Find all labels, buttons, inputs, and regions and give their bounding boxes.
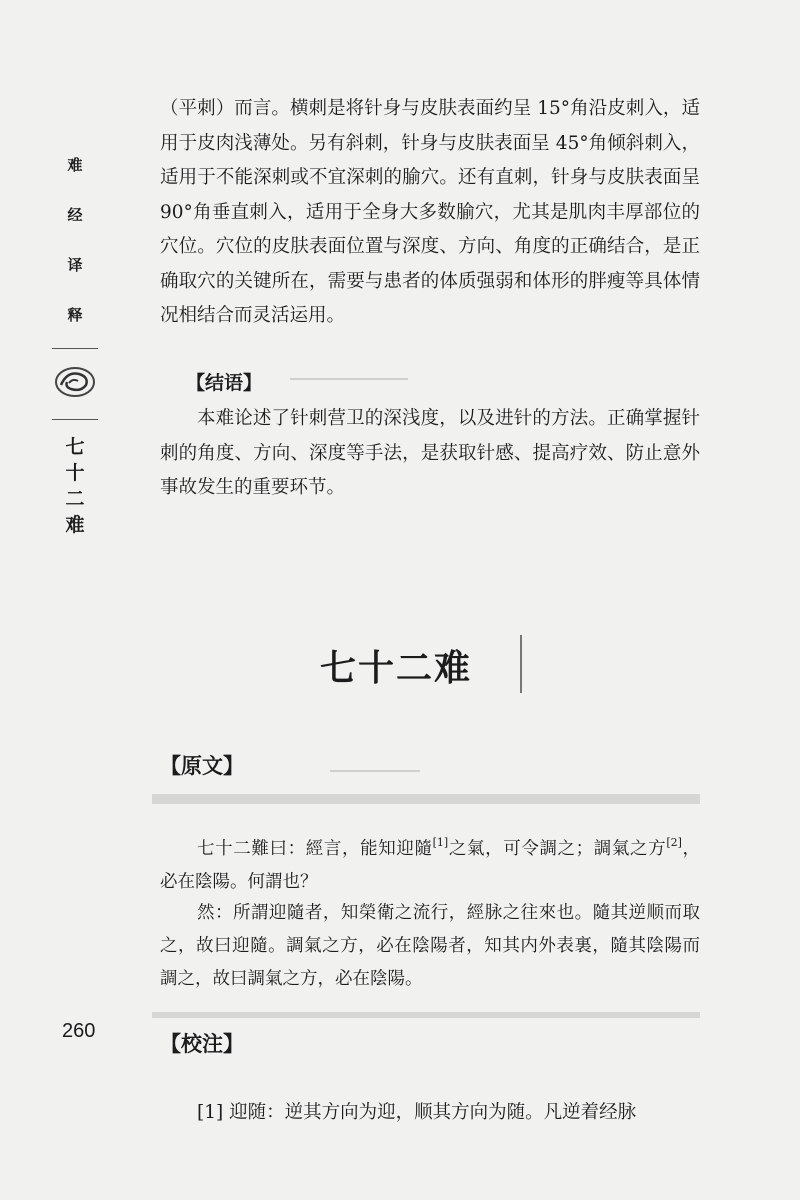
book-title-char: 经 <box>67 206 83 224</box>
chapter-vertical-char: 二 <box>65 488 85 510</box>
note-reference: [2] <box>666 836 682 849</box>
title-rule <box>520 635 522 693</box>
print-artifact <box>152 794 700 804</box>
original-paragraph-2: 然：所謂迎隨者，知榮衛之流行，經脉之往來也。隨其逆顺而取之，故曰迎隨。調氣之方，必在陰陽者，知其内外表裏，隨其陰陽而調之，故曰調氣之方，必在陰陽。 <box>160 903 700 989</box>
chapter-vertical-char: 难 <box>65 514 85 536</box>
margin-divider <box>52 419 98 420</box>
ornament-logo-icon <box>53 365 97 399</box>
conclusion-heading: 【结语】 <box>186 372 263 394</box>
intro-paragraph: （平刺）而言。横刺是将针身与皮肤表面约呈 15°角沿皮刺入，适用于皮肉浅薄处。另有斜刺，针身与皮肤表面呈 45°角倾斜刺入，适用于不能深刺或不宜深刺的腧穴。还有直刺，针身与皮肤表面呈 90°角垂直刺入，适用于全身大多数腧穴，尤其是肌肉丰厚部位的穴位。穴位的皮肤表面位置与深度、方向、角度的正确结合，是正确取穴的关键所在，需要与患者的体质强弱和体形的胖瘦等具体情况相结合而灵活运用。 <box>160 98 700 326</box>
chapter-title: 七十二难 <box>320 648 473 689</box>
print-artifact <box>330 770 420 772</box>
original-text: ，必在陰陽。何謂也？ <box>160 839 701 892</box>
original-text: 七十二難曰：經言，能知迎隨 <box>197 839 433 859</box>
print-artifact <box>152 1012 700 1018</box>
chapter-title-vertical <box>40 434 110 538</box>
original-heading: 【原文】 <box>160 754 244 778</box>
book-title-vertical <box>40 140 110 340</box>
original-paragraph-1 <box>160 826 700 899</box>
margin-divider <box>52 348 98 349</box>
margin-column <box>40 140 110 538</box>
notes-heading: 【校注】 <box>160 1032 244 1056</box>
note-1: [1] 迎随：逆其方向为迎，顺其方向为随。凡逆着经脉 <box>197 1102 637 1123</box>
note-reference: [1] <box>432 836 449 849</box>
chapter-vertical-char: 十 <box>65 462 85 484</box>
page-number: 260 <box>62 1020 96 1042</box>
book-title-char: 难 <box>67 156 83 174</box>
print-artifact <box>290 378 408 380</box>
chapter-vertical-char: 七 <box>65 436 85 458</box>
original-text: 之氣，可令調之；調氣之方 <box>448 839 667 859</box>
book-title-char: 释 <box>67 306 83 324</box>
book-title-char: 译 <box>67 256 83 274</box>
conclusion-paragraph: 本难论述了针刺营卫的深浅度，以及进针的方法。正确掌握针刺的角度、方向、深度等手法，是获取针感、提高疗效、防止意外事故发生的重要环节。 <box>160 408 700 498</box>
